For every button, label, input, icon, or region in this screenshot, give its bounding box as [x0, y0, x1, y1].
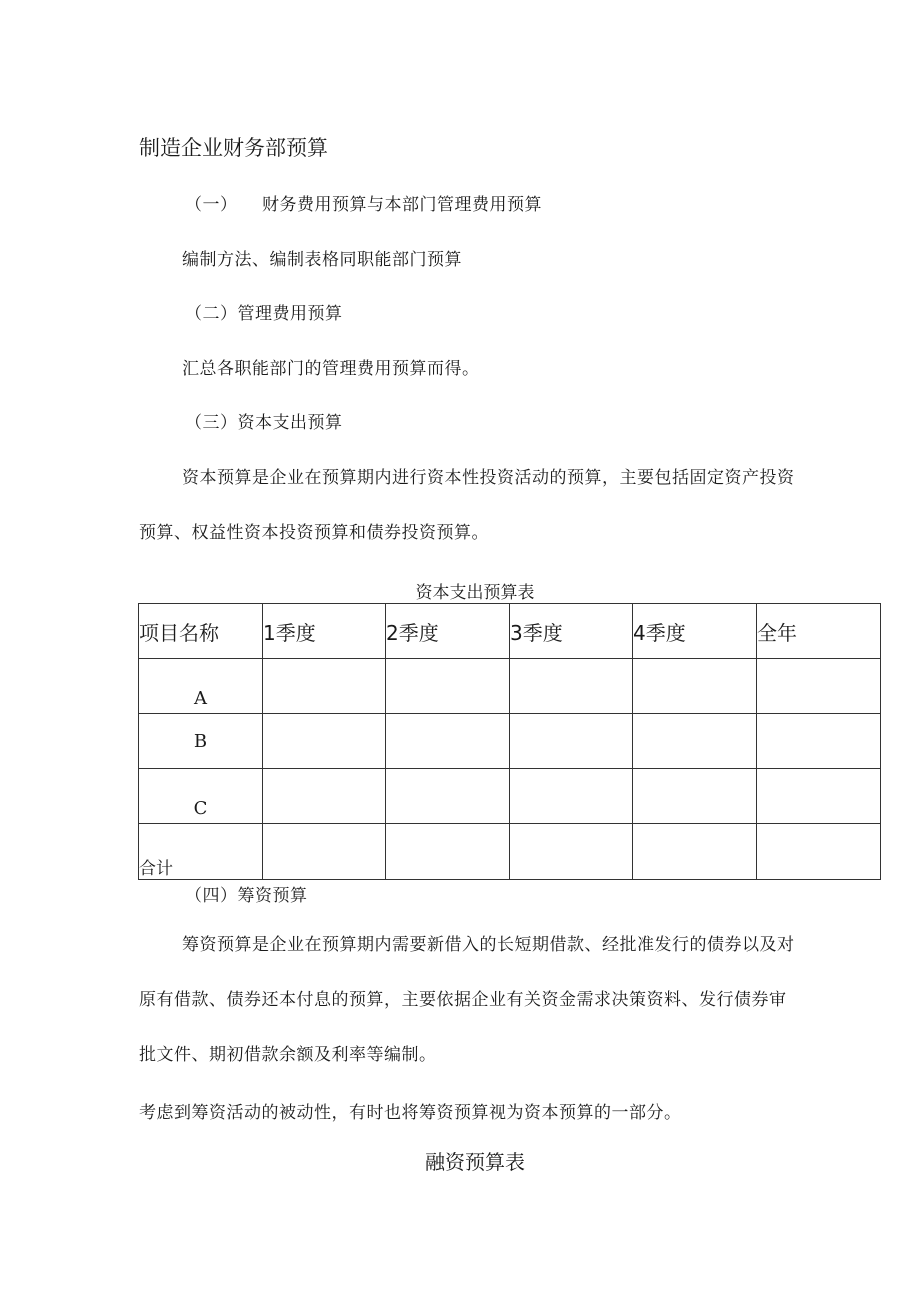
row-label-c: C — [193, 797, 208, 819]
header-cell-q4: 4季度 — [633, 604, 757, 659]
paragraph-4-line-3: 批文件、期初借款余额及利率等编制。 — [139, 1045, 437, 1065]
paragraph-3-line-2: 预算、权益性资本投资预算和债券投资预算。 — [139, 523, 489, 543]
table-header-row — [139, 604, 881, 659]
table-2-caption: 融资预算表 — [425, 1150, 525, 1174]
document-title: 制造企业财务部预算 — [139, 136, 328, 160]
header-cell-q1: 1季度 — [263, 604, 386, 659]
row-label-cell — [139, 659, 263, 714]
section-4-heading: （四）筹资预算 — [185, 886, 308, 906]
table-cell — [263, 659, 386, 714]
table-cell — [757, 714, 881, 769]
table-cell — [386, 714, 510, 769]
table-cell — [757, 769, 881, 824]
section-3-heading: （三）资本支出预算 — [185, 413, 343, 433]
table-caption: 资本支出预算表 — [415, 583, 535, 603]
paragraph-1: 编制方法、编制表格同职能部门预算 — [182, 250, 462, 270]
paragraph-5: 考虑到筹资活动的被动性，有时也将筹资预算视为资本预算的一部分。 — [139, 1103, 682, 1123]
table-cell — [510, 769, 633, 824]
row-label-cell — [139, 769, 263, 824]
paragraph-2: 汇总各职能部门的管理费用预算而得。 — [182, 359, 480, 379]
row-label-b: B — [193, 730, 208, 752]
table-cell — [510, 714, 633, 769]
table-cell — [633, 714, 757, 769]
table-cell — [510, 824, 633, 880]
header-cell-item: 项目名称 — [139, 604, 263, 659]
paragraph-3-line-1: 资本预算是企业在预算期内进行资本性投资活动的预算，主要包括固定资产投资 — [182, 468, 795, 488]
section-1-marker: （一） — [185, 195, 238, 215]
table-cell — [386, 769, 510, 824]
table-cell — [633, 659, 757, 714]
table-cell — [757, 659, 881, 714]
table-cell — [263, 714, 386, 769]
table-cell — [757, 824, 881, 880]
table-cell — [510, 659, 633, 714]
table-row — [139, 769, 881, 824]
section-2-heading: （二）管理费用预算 — [185, 304, 343, 324]
table-cell — [263, 824, 386, 880]
table-row — [139, 714, 881, 769]
header-cell-q2: 2季度 — [386, 604, 510, 659]
table-cell — [386, 824, 510, 880]
table-row — [139, 659, 881, 714]
paragraph-4-line-1: 筹资预算是企业在预算期内需要新借入的长短期借款、经批准发行的债券以及对 — [182, 935, 795, 955]
row-label-cell — [139, 714, 263, 769]
table-cell — [633, 769, 757, 824]
capital-budget-table — [138, 603, 881, 880]
paragraph-4-line-2: 原有借款、债券还本付息的预算，主要依据企业有关资金需求决策资料、发行债券审 — [139, 990, 787, 1010]
table-cell — [263, 769, 386, 824]
table-row — [139, 824, 881, 880]
header-cell-q3: 3季度 — [510, 604, 633, 659]
table-cell — [633, 824, 757, 880]
header-cell-year: 全年 — [757, 604, 881, 659]
row-label-total: 合计 — [139, 859, 173, 879]
row-label-a: A — [194, 687, 207, 709]
row-label-cell — [139, 824, 263, 880]
section-1-heading: 财务费用预算与本部门管理费用预算 — [262, 195, 542, 215]
table-cell — [386, 659, 510, 714]
